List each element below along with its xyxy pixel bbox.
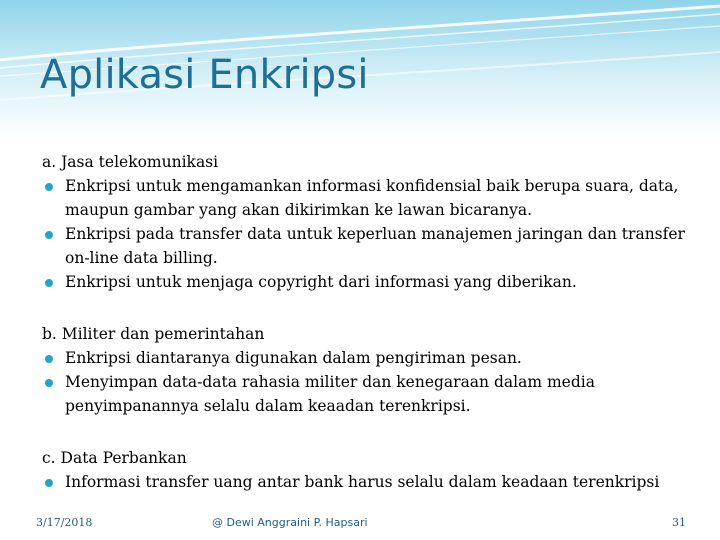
bullet-icon: [45, 479, 53, 487]
bullet-icon: [45, 183, 53, 191]
bullet-text: Enkripsi untuk mengamankan informasi konfidensial baik berupa suara, data, maupun gambar yang akan dikirimkan ke lawan bicaranya.: [65, 177, 679, 219]
bullet-text: Informasi transfer uang antar bank harus selalu dalam keadaan terenkripsi: [65, 473, 660, 491]
bullet-icon: [45, 379, 53, 387]
bullet-icon: [45, 279, 53, 287]
bullet-list: [42, 346, 702, 418]
section-heading: b. Militer dan pemerintahan: [42, 325, 265, 343]
section-banking: [42, 446, 702, 494]
list-item: [42, 470, 702, 494]
footer-author: @ Dewi Anggraini P. Hapsari: [212, 516, 368, 529]
bullet-icon: [45, 355, 53, 363]
bullet-text: Enkripsi pada transfer data untuk keperluan manajemen jaringan dan transfer on-line data billing.: [65, 225, 685, 267]
footer-date: 3/17/2018: [36, 516, 93, 529]
bullet-text: Enkripsi diantaranya digunakan dalam pengiriman pesan.: [65, 349, 522, 367]
bullet-text: Enkripsi untuk menjaga copyright dari informasi yang diberikan.: [65, 273, 577, 291]
list-item: [42, 270, 702, 294]
section-heading: a. Jasa telekomunikasi: [42, 153, 219, 171]
list-item: [42, 370, 702, 418]
list-item: [42, 174, 702, 222]
bullet-list: [42, 174, 702, 294]
section-heading: c. Data Perbankan: [42, 449, 187, 467]
slide-footer: [0, 516, 720, 536]
bullet-text: Menyimpan data-data rahasia militer dan kenegaraan dalam media penyimpanannya selalu dalam keaadan terenkripsi.: [65, 373, 595, 415]
slide-content: [42, 150, 702, 522]
list-item: [42, 346, 702, 370]
slide-title: Aplikasi Enkripsi: [40, 52, 369, 98]
bullet-list: [42, 470, 702, 494]
section-military: [42, 322, 702, 418]
bullet-icon: [45, 231, 53, 239]
page-number: 31: [672, 516, 686, 529]
list-item: [42, 222, 702, 270]
section-telecom: [42, 150, 702, 294]
